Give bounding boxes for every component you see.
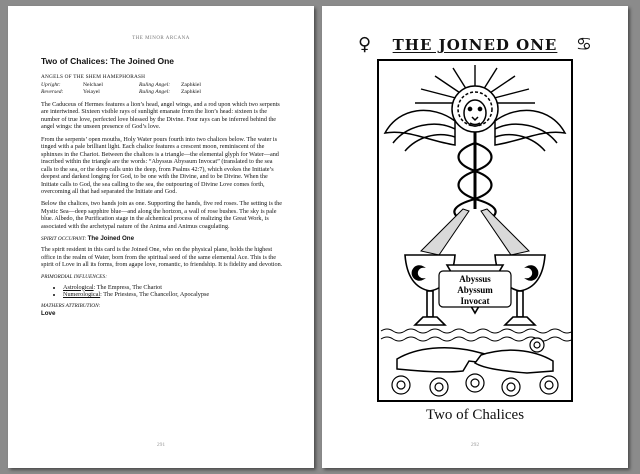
- influence-value: : The Empress, The Chariot: [93, 283, 162, 291]
- angel-position-label: Reversed:: [41, 89, 64, 95]
- ruling-angel-label: Ruling Angel:: [139, 89, 171, 95]
- angel-name: Yeiayel: [83, 89, 100, 95]
- spirit-occupant-value: The Joined One: [87, 235, 135, 243]
- list-item: [63, 291, 284, 298]
- mathers-value: Love: [41, 310, 56, 318]
- inscription-line: Abyssus: [459, 274, 491, 284]
- ruling-angel-label: Ruling Angel:: [139, 82, 171, 88]
- angel-row: [41, 82, 209, 89]
- influence-value: : The Priestess, The Chancellor, Apocalypse: [100, 291, 210, 299]
- ruling-angel-name: Zaphkiel: [181, 89, 201, 95]
- spirit-occupant-line: [41, 235, 284, 242]
- page-number: 291: [156, 442, 166, 448]
- paragraph-spirit: The spirit resident in this card is the Joined One, who on the physical plane, holds the highest office in the realm of Water, born from the spiritual seed of the same elemental Ace. This is the spirit of Love in all its forms, from agape love, romantic, to friendship. It is fidelity and devotion.: [41, 246, 283, 269]
- cancer-symbol-icon: ♋: [575, 34, 592, 55]
- mathers-label: MATHERS ATTRIBUTION:: [41, 303, 101, 310]
- angel-position-label: Upright:: [41, 82, 61, 88]
- lion-head-icon: [452, 86, 498, 132]
- angel-name: Nelchael: [83, 82, 103, 88]
- inscription-banner: [439, 271, 511, 307]
- card-header: [322, 34, 628, 56]
- ruling-angel-name: Zaphkiel: [181, 82, 201, 88]
- running-head: THE MINOR ARCANA: [132, 36, 190, 41]
- left-page: [8, 6, 314, 468]
- angels-table: [41, 82, 209, 96]
- spirit-occupant-label: SPIRIT OCCUPANT:: [41, 236, 87, 243]
- influence-key: Numerological: [63, 291, 101, 299]
- page-number: 292: [470, 442, 480, 448]
- angel-row: [41, 89, 209, 96]
- list-item: [63, 284, 284, 291]
- tarot-card-illustration: [377, 59, 573, 402]
- inscription-line: Abyssum: [457, 285, 493, 295]
- venus-symbol-icon: ♀: [358, 34, 372, 55]
- card-caption: Two of Chalices: [425, 407, 525, 423]
- paragraph-hands: Below the chalices, two hands join as one. Supporting the hands, five red roses. The setting is the Mystic Sea—deep sapphire blue—and along the horizon, a wall of rose bushes. The sky is pale blue. Albedo, the Purification stage in the alchemical process of realizing the Great Work, is associated with the archetypal nature of the Anima and Animus coagulating.: [41, 200, 282, 230]
- inscription-line: Invocat: [460, 296, 490, 306]
- right-page: [322, 6, 628, 468]
- section-title: Two of Chalices: The Joined One: [41, 56, 175, 66]
- influence-key: Astrological: [63, 283, 94, 291]
- text-block: [41, 56, 284, 317]
- paragraph-holy-water: From the serpents’ open mouths, Holy Water pours fourth into two chalices below. The water is tinged with a pale brilliant light. Each chalice features a crescent moon, reminiscent of the sphinxes in the Chariot. Between the chalices is a triangle—the elemental glyph for Water—and inscribed within the triangle are the words: “Abyssus Abyssum Invocat” (translated to the sea calls to the sea, or the deep calls unto the deep, from Psalms 42:7), which evokes the Initiate’s deepest and darkest longing for God, to be one with the Divine, and to be Divine. When the Initiate calls to God, the sea calling to the sea, the outpouring of Divine Love comes forth, overcoming all that had separated the Initiate and God.: [41, 135, 279, 195]
- card-title: THE JOINED ONE: [392, 36, 558, 54]
- influences-list: [41, 284, 284, 299]
- paragraph-caduceus: The Caduceus of Hermes features a lion’s head, angel wings, and a rod upon which two serpents are intertwined. Sixteen visible rays of sunlight emanate from the lion’s head: sixteen is the number of true love, perfected love blessed by the Divine. Four rays can be inferred behind the angel wings: the unseen presence of God’s love.: [41, 101, 280, 131]
- primordial-influences-label: PRIMORDIAL INFLUENCES:: [41, 273, 107, 280]
- angels-heading: ANGELS OF THE SHEM HAMEPHORASH: [41, 74, 146, 80]
